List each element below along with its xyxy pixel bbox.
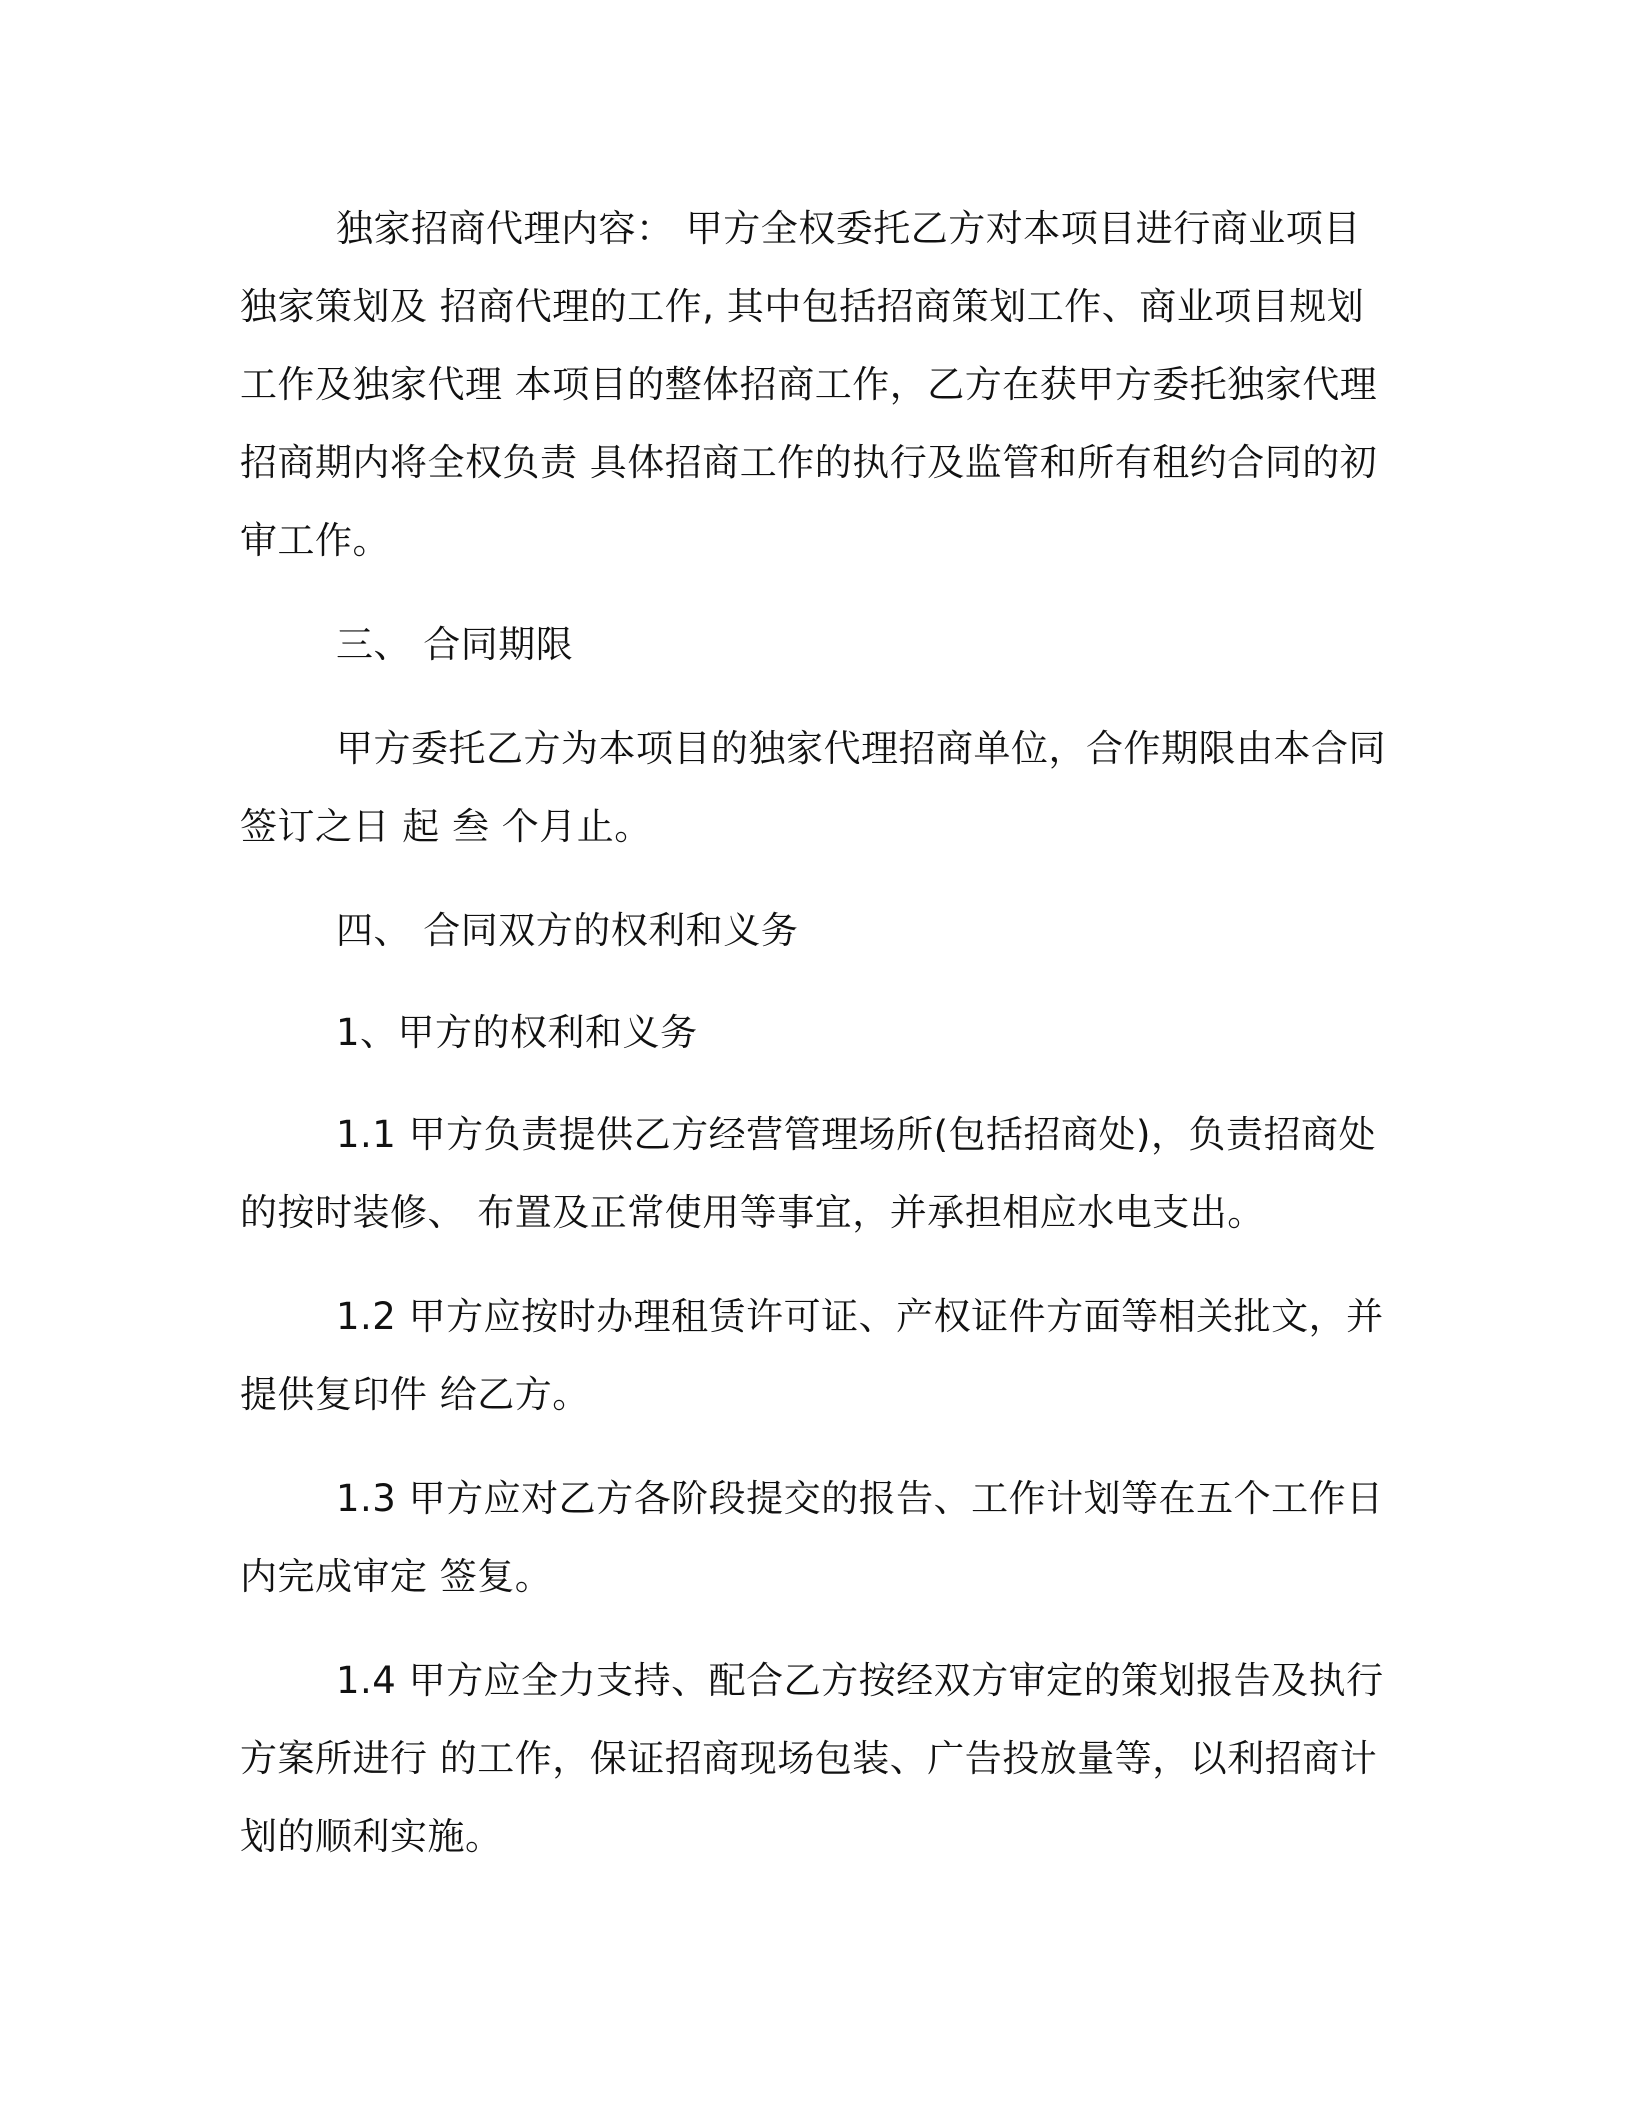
- clause-1-3: 1.3 甲方应对乙方各阶段提交的报告、工作计划等在五个工作日内完成审定 签复。: [240, 1477, 1384, 1598]
- paragraph-agency-content: 独家招商代理内容： 甲方全权委托乙方对本项目进行商业项目独家策划及 招商代理的工作, 其中包括招商策划工作、商业项目规划工作及独家代理 本项目的整体招商工作，乙方在获甲方委托独家代理招商期内将全权负责 具体招商工作的执行及监管和所有租约合同的初审工作。: [240, 207, 1378, 562]
- clause-1-2: 1.2 甲方应按时办理租赁许可证、产权证件方面等相关批文，并提供复印件 给乙方。: [240, 1295, 1384, 1416]
- section-heading-rights-obligations: 四、 合同双方的权利和义务: [336, 909, 799, 952]
- clause-1-1: 1.1 甲方负责提供乙方经营管理场所(包括招商处)，负责招商处的按时装修、 布置及正常使用等事宜，并承担相应水电支出。: [240, 1113, 1376, 1234]
- clause-1-4: 1.4 甲方应全力支持、配合乙方按经双方审定的策划报告及执行方案所进行 的工作，保证招商现场包装、广告投放量等，以利招商计划的顺利实施。: [240, 1659, 1384, 1858]
- subheading-party-a-rights: 1、甲方的权利和义务: [336, 1011, 698, 1054]
- paragraph-contract-term: 甲方委托乙方为本项目的独家代理招商单位，合作期限由本合同签订之日 起 叁 个月止。: [240, 727, 1386, 848]
- section-heading-contract-term: 三、 合同期限: [336, 623, 574, 666]
- document-body: [240, 190, 1390, 1876]
